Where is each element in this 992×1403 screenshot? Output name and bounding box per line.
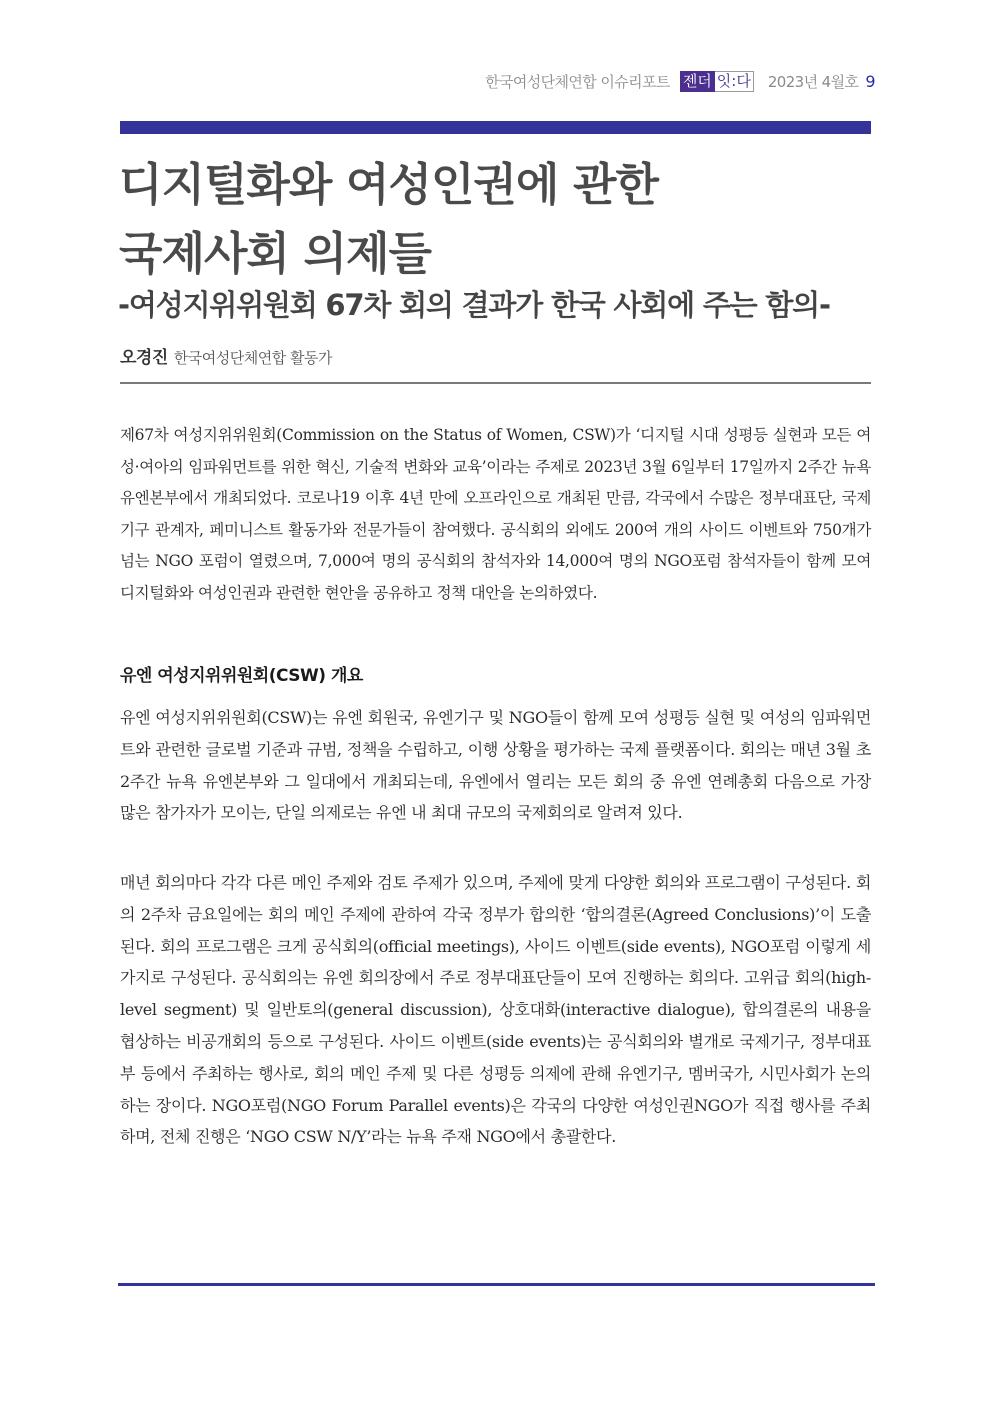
- intro-paragraph: 제67차 여성지위위원회(Commission on the Status of Women, CSW)가 ‘디지털 시대 성평등 실현과 모든 여성·여아의 임파워먼트를 위한 혁신, 기술적 변화와 교육’이라는 주제로 2023년 3월 6일부터 17일까지 2주간 뉴욕 유엔본부에서 개최되었다. 코로나19 이후 4년 만에 오프라인으로 개최된 만큼, 각국에서 수많은 정부대표단, 국제기구 관계자, 페미니스트 활동가와 전문가들이 참여했다. 공식회의 외에도 200여 개의 사이드 이벤트와 750개가 넘는 NGO 포럼이 열렸으며, 7,000여 명의 공식회의 참석자와 14,000여 명의 NGO포럼 참석자들이 함께 모여 디지털화와 여성인권과 관련한 현안을 공유하고 정책 대안을 논의하였다.: [120, 426, 871, 602]
- author-name: 오경진: [120, 348, 168, 368]
- publication-name: 한국여성단체연합 이슈리포트: [485, 72, 670, 91]
- article-title: [119, 150, 879, 288]
- top-accent-bar: [120, 121, 871, 134]
- author-role: 한국여성단체연합 활동가: [173, 349, 332, 367]
- title-line-2: 국제사회 의제들: [119, 227, 431, 280]
- footer-rule: [118, 1283, 875, 1286]
- issue-date: 2023년 4월호: [767, 72, 859, 91]
- badge-part-itda: 잇:다: [715, 71, 754, 92]
- section-heading-csw-overview: 유엔 여성지위위원회(CSW) 개요: [120, 666, 363, 686]
- running-header: [485, 68, 875, 94]
- title-line-1: 디지털화와 여성인권에 관한: [119, 158, 658, 211]
- body-paragraph: 유엔 여성지위위원회(CSW)는 유엔 회원국, 유엔기구 및 NGO들이 함께 모여 성평등 실현 및 여성의 임파워먼트와 관련한 글로벌 기준과 규범, 정책을 수립하고, 이행 상황을 평가하는 국제 플랫폼이다. 회의는 매년 3월 초 2주간 뉴욕 유엔본부와 그 일대에서 개최되는데, 유엔에서 열리는 모든 회의 중 유엔 연례총회 다음으로 가장 많은 참가자가 모이는, 단일 의제로는 유엔 내 최대 규모의 국제회의로 알려져 있다.: [120, 708, 871, 823]
- body-paragraph: 매년 회의마다 각각 다른 메인 주제와 검토 주제가 있으며, 주제에 맞게 다양한 회의와 프로그램이 구성된다. 회의 2주차 금요일에는 회의 메인 주제에 관하여 각국 정부가 합의한 ‘합의결론(Agreed Conclusions)’이 도출된다. 회의 프로그램은 크게 공식회의(official meetings), 사이드 이벤트(side events), NGO포럼 이렇게 세 가지로 구성된다. 공식회의는 유엔 회의장에서 주로 정부대표단들이 모여 진행하는 회의다. 고위급 회의(high-level segment) 및 일반토의(general discussion), 상호대화(interactive dialogue), 합의결론의 내용을 협상하는 비공개회의 등으로 구성된다. 사이드 이벤트(side events)는 공식회의와 별개로 국제기구, 정부대표부 등에서 주최하는 행사로, 회의 메인 주제 및 다른 성평등 의제에 관해 유엔기구, 멤버국가, 시민사회가 논의하는 장이다. NGO포럼(NGO Forum Parallel events)은 각국의 다양한 여성인권NGO가 직접 행사를 주최하며, 전체 진행은 ‘NGO CSW N/Y’라는 뉴욕 주재 NGO에서 총괄한다.: [120, 873, 871, 1147]
- author-line: [120, 343, 332, 368]
- page-number: 9: [865, 71, 875, 91]
- author-divider: [120, 382, 871, 384]
- article-subtitle: -여성지위위원회 67차 회의 결과가 한국 사회에 주는 함의-: [118, 288, 830, 322]
- gender-itda-badge: [680, 71, 754, 92]
- badge-part-gender: 젠더: [680, 71, 715, 92]
